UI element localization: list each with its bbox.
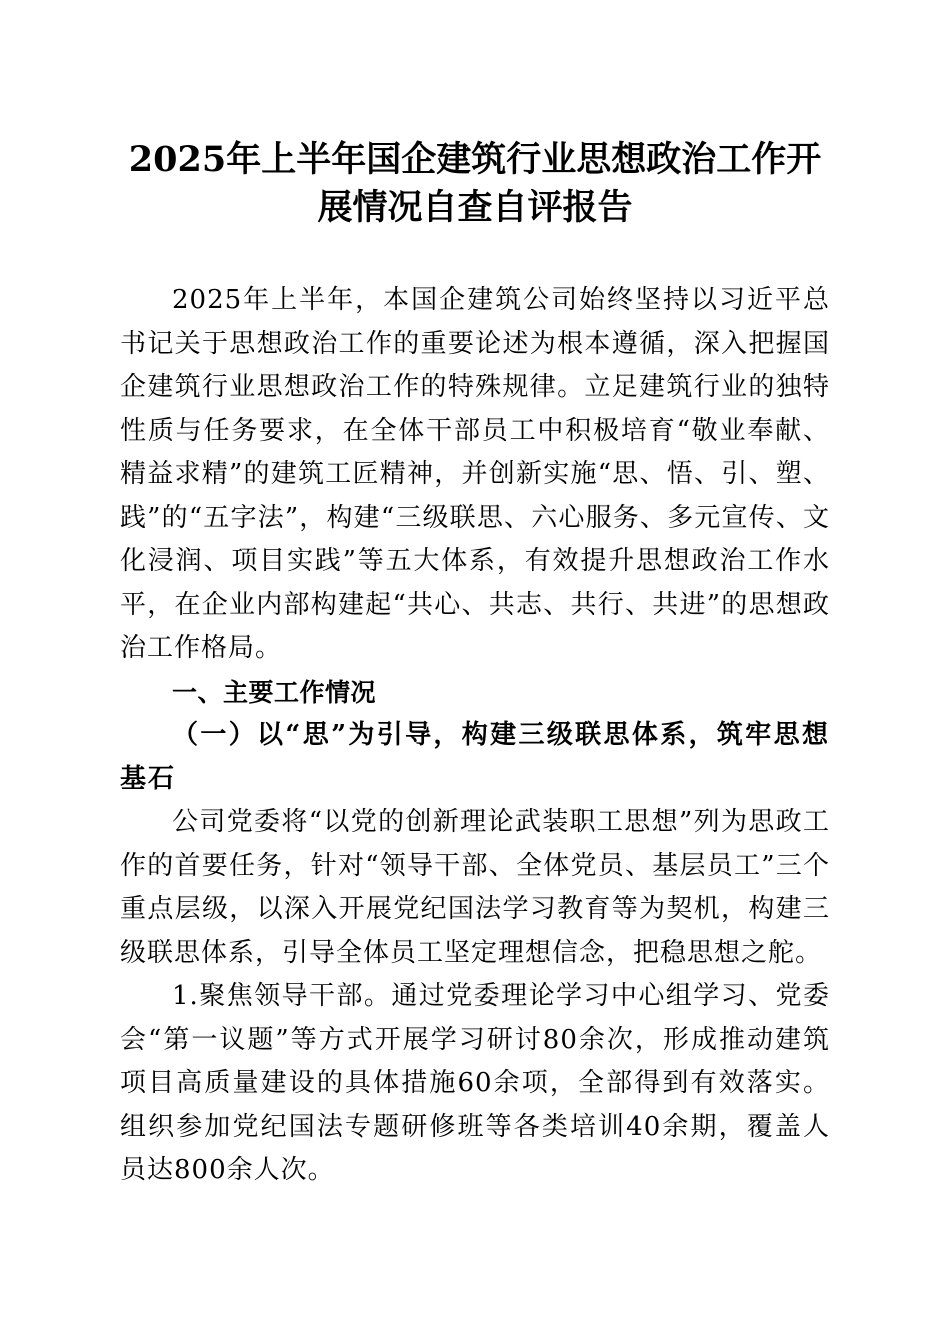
subsection-heading-thinking: （一）以“思”为引导，构建三级联思体系，筑牢思想基石 bbox=[120, 720, 830, 794]
subsection-paragraph: 公司党委将“以党的创新理论武装职工思想”列为思政工作的首要任务，针对“领导干部、全体党员、基层员工”三个重点层级，以深入开展党纪国法学习教育等为契机，构建三级联思体系，引导全体员工坚定理想信念，把稳思想之舵。 bbox=[120, 807, 830, 968]
section-heading-main-work: 一、主要工作情况 bbox=[172, 677, 377, 707]
document-body bbox=[120, 279, 830, 1193]
item-paragraph-leaders: 1.聚焦领导干部。通过党委理论学习中心组学习、党委会“第一议题”等方式开展学习研讨80余次，形成推动建筑项目高质量建设的具体措施60余项，全部得到有效落实。组织参加党纪国法专题研修班等各类培训40余期，覆盖人员达800余人次。 bbox=[120, 981, 830, 1185]
intro-paragraph: 2025年上半年，本国企建筑公司始终坚持以习近平总书记关于思想政治工作的重要论述为根本遵循，深入把握国企建筑行业思想政治工作的特殊规律。立足建筑行业的独特性质与任务要求，在全体干部员工中积极培育“敬业奉献、精益求精”的建筑工匠精神，并创新实施“思、悟、引、塑、践”的“五字法”，构建“三级联思、六心服务、多元宣传、文化浸润、项目实践”等五大体系，有效提升思想政治工作水平，在企业内部构建起“共心、共志、共行、共进”的思想政治工作格局。 bbox=[120, 285, 830, 663]
document-title: 2025年上半年国企建筑行业思想政治工作开展情况自查自评报告 bbox=[128, 139, 822, 228]
